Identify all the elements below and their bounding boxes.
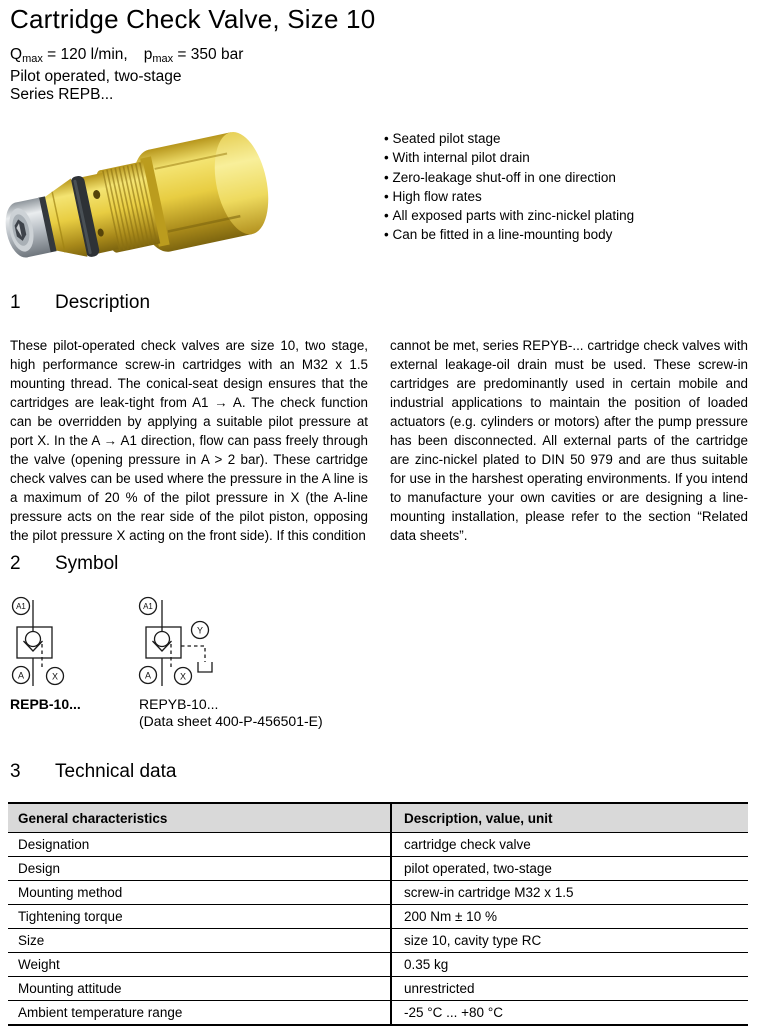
feature-item: • With internal pilot drain [384,148,634,167]
description-column-2: cannot be met, series REPYB-... cartridge check valves with external leakage-oil drain must be used. These screw-in cartridges are predominantly used in certain mobile and industrial applications to maintain the position of loaded actuators (e.g. cylinders or motors) after the pump pressure has been disconnected. All external parts of the cartridge are zinc-nickel plated to DIN 50 979 and are thus suitable for use in the harshest operating environments. If you intend to manufacture your own cavities or are designing a line-mounting installation, please refer to the section “Related data sheets”. [390,338,748,543]
feature-item: • Seated pilot stage [384,129,634,148]
table-row [8,857,748,881]
characteristic-cell: Ambient temperature range [8,1001,391,1026]
port-label-x: X [51,671,59,682]
repyb-type-name: REPYB-10... [139,696,219,712]
spec-line-flow-pressure [10,46,243,68]
pmax-value: = 350 bar [173,46,244,63]
value-cell: 200 Nm ± 10 % [391,905,748,929]
feature-item: • Can be fitted in a line-mounting body [384,225,634,244]
section-title: Technical data [55,761,177,782]
repyb-hydraulic-symbol [136,594,228,690]
characteristic-cell: Designation [8,833,391,857]
value-cell: -25 °C ... +80 °C [391,1001,748,1026]
characteristic-cell: Weight [8,953,391,977]
section-number: 1 [10,292,21,313]
spec-line-operation: Pilot operated, two-stage [10,68,182,85]
valve-render [0,127,277,284]
characteristic-cell: Mounting attitude [8,977,391,1001]
qmax-value: = 120 l/min, [42,46,128,63]
table-header-row [8,803,748,833]
port-label-a: A [17,670,25,681]
table-row [8,929,748,953]
table-row [8,953,748,977]
repb-type-label: REPB-10... [10,696,81,712]
header-value: Description, value, unit [391,803,748,833]
value-cell: cartridge check valve [391,833,748,857]
repb-hydraulic-symbol [6,594,78,690]
table-row [8,833,748,857]
section-title: Description [55,292,151,313]
table-row [8,1001,748,1026]
section-heading-description [10,292,150,314]
characteristic-cell: Design [8,857,391,881]
table-row [8,977,748,1001]
value-cell: screw-in cartridge M32 x 1.5 [391,881,748,905]
feature-list [384,129,634,245]
port-label-a: A [144,670,152,681]
port-label-x: X [179,671,187,682]
feature-item: • High flow rates [384,187,634,206]
value-cell: pilot operated, two-stage [391,857,748,881]
section-title: Symbol [55,553,119,574]
port-label-y: Y [196,625,204,636]
feature-item: • Zero-leakage shut-off in one direction [384,168,634,187]
section-heading-symbol [10,553,118,575]
product-image [0,124,360,289]
repyb-type-label [139,696,323,730]
section-number: 3 [10,761,21,782]
description-column-1: These pilot-operated check valves are size 10, two stage, high performance screw-in cartridges with an M32 x 1.5 mounting thread. The conical-seat design ensures that the cartridges are leak-tight from A1 → A. The check function can be overridden by applying a suitable pilot pressure at port X. In the A → A1 direction, flow can pass freely through the valve (opening pressure in A > 2 bar). These cartridge check valves can be used where the pressure in the A line is a maximum of 20 % of the pilot pressure in X (the A-line pressure acts on the rear side of the pilot piston, opposing the pilot pressure X acting on the front side). If this condition [10,338,368,543]
qmax-symbol: Q [10,46,23,63]
section-heading-technical-data [10,761,176,783]
pmax-subscript: max [152,53,174,65]
spec-block [10,46,243,104]
qmax-subscript: max [22,53,43,65]
value-cell: unrestricted [391,977,748,1001]
feature-item: • All exposed parts with zinc-nickel plating [384,206,634,225]
repyb-datasheet-ref: (Data sheet 400-P-456501-E) [139,713,323,729]
page-title: Cartridge Check Valve, Size 10 [10,4,376,34]
characteristic-cell: Tightening torque [8,905,391,929]
port-label-a1: A1 [143,602,153,611]
pmax-symbol: p [143,46,153,63]
port-label-a1: A1 [16,602,26,611]
technical-data-table [8,802,748,1026]
table-row [8,905,748,929]
characteristic-cell: Mounting method [8,881,391,905]
section-number: 2 [10,553,21,574]
characteristic-cell: Size [8,929,391,953]
value-cell: size 10, cavity type RC [391,929,748,953]
value-cell: 0.35 kg [391,953,748,977]
header-characteristics: General characteristics [8,803,391,833]
table-row [8,881,748,905]
spec-line-series: Series REPB... [10,86,114,103]
